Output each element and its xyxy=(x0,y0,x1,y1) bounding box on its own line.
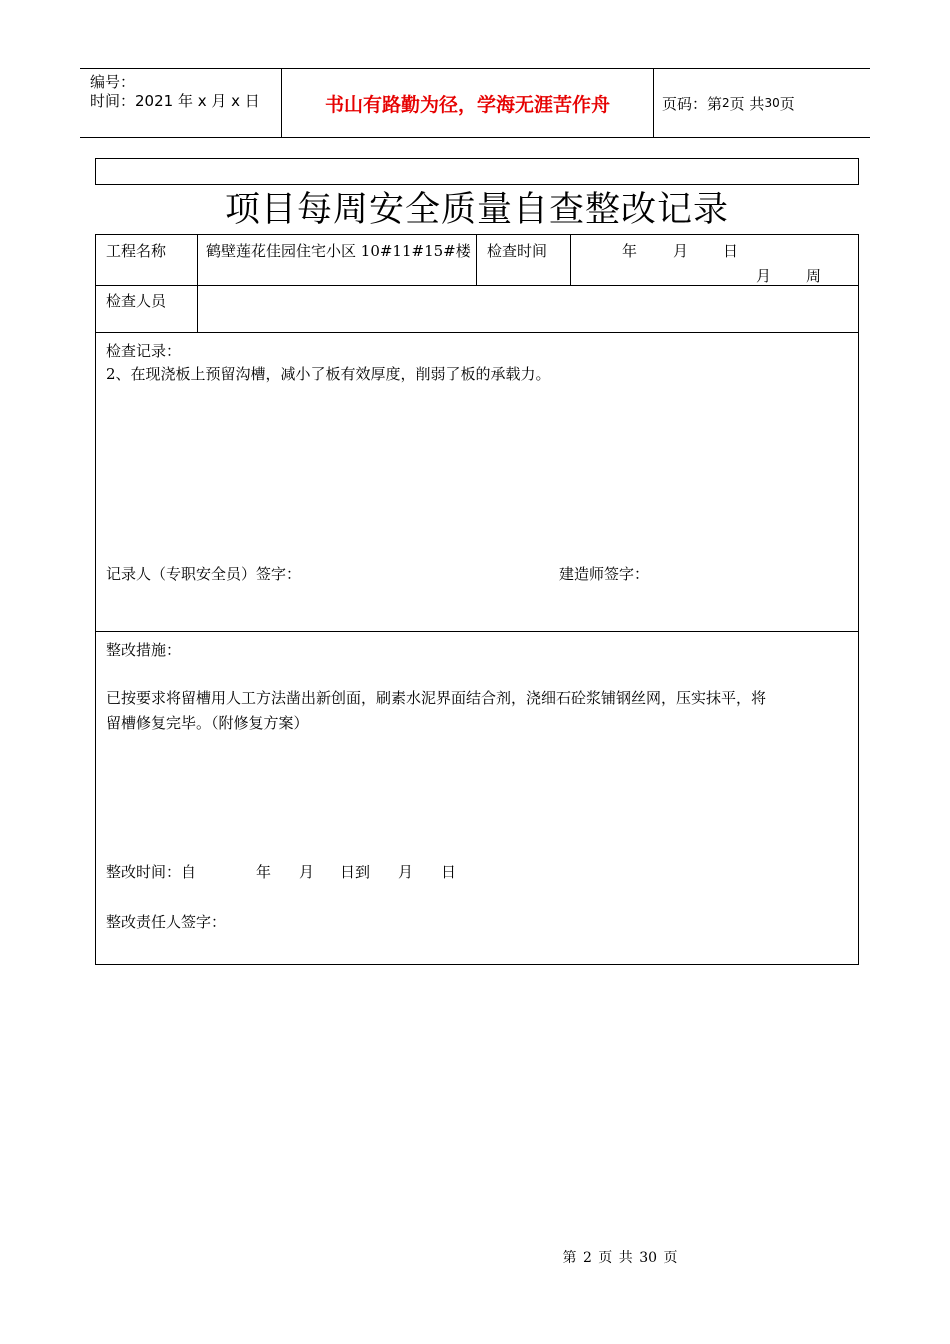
rectify-time-month: 月 xyxy=(299,863,315,881)
header-page-indicator xyxy=(662,69,795,137)
page-current: 2 xyxy=(722,96,730,110)
measure-text-line1: 已按要求将留槽用人工方法凿出新创面，刷素水泥界面结合剂，浇细石砼浆铺钢丝网，压实抹平，将 xyxy=(106,689,767,707)
rectify-time-day-to: 日到 xyxy=(340,863,371,881)
check-date-month: 月 xyxy=(673,242,689,260)
project-name-value: 鹤壁莲花佳园住宅小区 10#11#15#楼 xyxy=(206,242,471,260)
inspection-form xyxy=(95,234,859,965)
page-total: 30 xyxy=(764,96,780,110)
document-number-label: 编号： xyxy=(90,73,136,91)
record-text: 2、在现浇板上预留沟槽，减小了板有效厚度，削弱了板的承载力。 xyxy=(106,365,551,383)
rectify-time-year: 年 xyxy=(256,863,272,881)
rectify-time-label: 整改时间：自 xyxy=(106,863,197,881)
inspector-label: 检查人员 xyxy=(106,292,167,310)
check-week-week: 周 xyxy=(806,267,822,285)
check-date-day: 日 xyxy=(723,242,739,260)
column-divider xyxy=(197,235,198,332)
page-footer: 第 2 页 共 30 页 xyxy=(562,1250,678,1266)
document-date: 时间：2021 年 x 月 x 日 xyxy=(90,92,260,110)
row-divider xyxy=(96,332,858,333)
blank-header-box xyxy=(95,158,859,185)
page-label-suffix: 页 xyxy=(779,94,795,113)
project-name-label: 工程名称 xyxy=(106,242,167,260)
measure-label: 整改措施： xyxy=(106,641,182,659)
column-divider xyxy=(476,235,477,285)
record-label: 检查记录： xyxy=(106,342,182,360)
check-date-year: 年 xyxy=(622,242,638,260)
row-divider xyxy=(96,285,858,286)
rectify-time-day2: 日 xyxy=(441,863,457,881)
header-info-cell xyxy=(80,69,282,137)
check-week-month: 月 xyxy=(756,267,772,285)
page-label-prefix: 页码：第 xyxy=(662,94,723,113)
measure-text-line2: 留槽修复完毕。（附修复方案） xyxy=(106,714,309,732)
page-title: 项目每周安全质量自查整改记录 xyxy=(224,190,729,230)
rectify-time-month2: 月 xyxy=(398,863,414,881)
page-header xyxy=(80,68,870,138)
builder-signature-label: 建造师签字： xyxy=(559,565,650,583)
recorder-signature-label: 记录人（专职安全员）签字： xyxy=(106,565,302,583)
responsible-signature-label: 整改责任人签字： xyxy=(106,913,227,931)
check-time-label: 检查时间 xyxy=(487,242,548,260)
page-label-middle: 页 共 xyxy=(729,94,765,113)
header-motto: 书山有路勤为径，学海无涯苦作舟 xyxy=(282,69,654,137)
column-divider xyxy=(570,235,571,285)
row-divider xyxy=(96,631,858,632)
